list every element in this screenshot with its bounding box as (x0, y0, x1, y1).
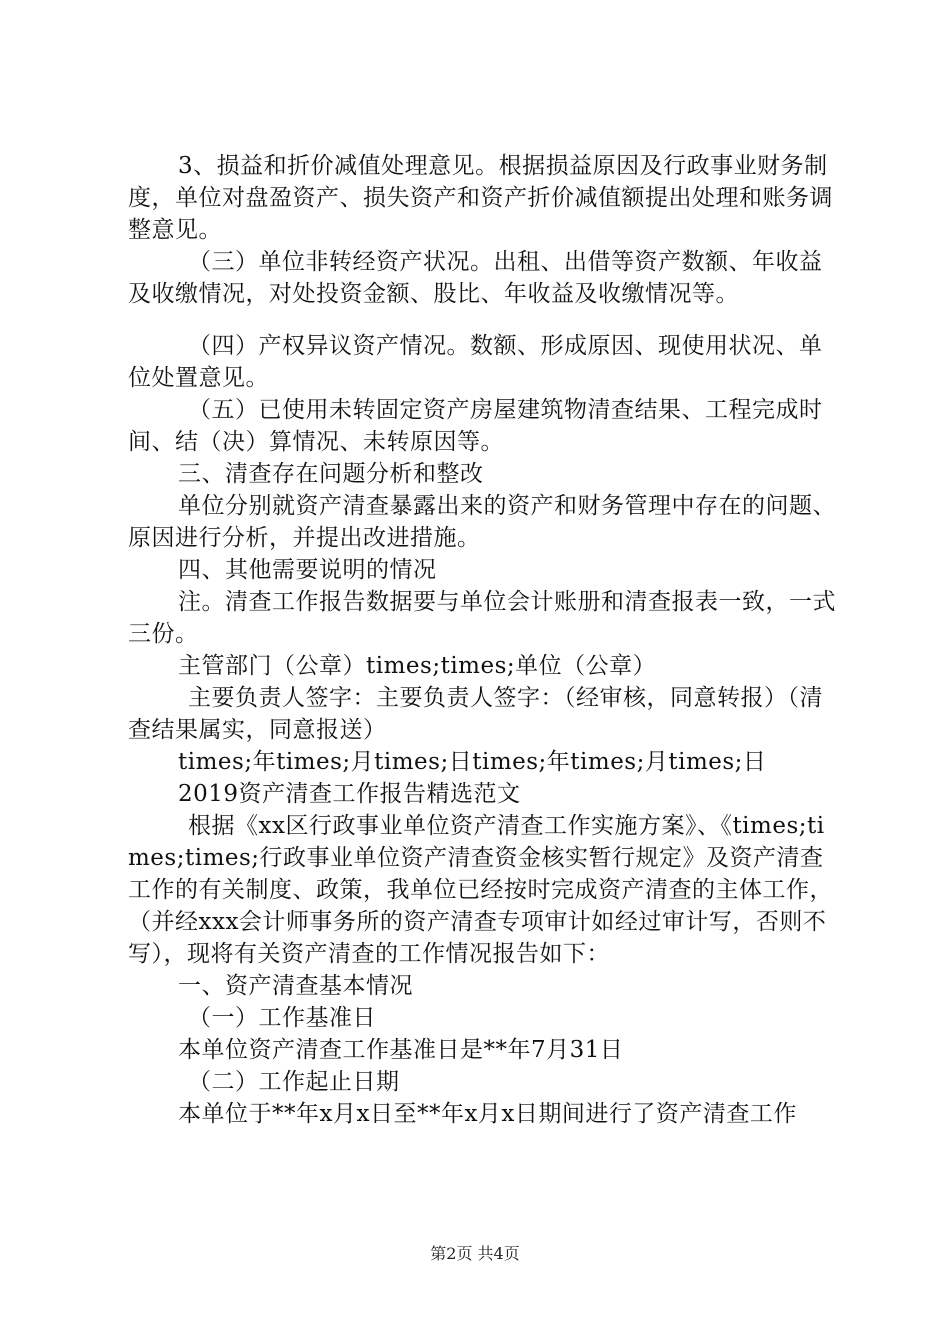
paragraph-base-date: 本单位资产清查工作基准日是**年7月31日 (178, 1037, 624, 1063)
paragraph-date-line: times;年times;月times;日times;年times;月times;日 (178, 749, 767, 775)
paragraph-gap (128, 310, 838, 330)
subheading-base-date: （一）工作基准日 (188, 1005, 376, 1031)
paragraph-note: 注。清查工作报告数据要与单位会计账册和清查报表一致，一式三份。 (128, 589, 836, 647)
paragraph-problem-analysis: 单位分别就资产清查暴露出来的资产和财务管理中存在的问题、原因进行分析，并提出改进措施。 (128, 493, 836, 551)
paragraph-unconverted-fixed-assets: （五）已使用未转固定资产房屋建筑物清查结果、工程完成时间、结（决）算情况、未转原因等。 (128, 397, 823, 455)
paragraph-intro: 根据《xx区行政事业单位资产清查工作实施方案》、《times;times;times;行政事业单位资产清查资金核实暂行规定》及资产清查工作的有关制度、政策，我单位已经按时完成资产清查的主体工作，（并经xxx会计师事务所的资产清查专项审计如经过审计写，否则不写），现将有关资产清查的工作情况报告如下： (128, 813, 833, 967)
paragraph-seal-line: 主管部门（公章）times;times;单位（公章） (178, 653, 657, 679)
section-heading-basic-info: 一、资产清查基本情况 (178, 973, 413, 999)
paragraph-loss-handling: 3、损益和折价减值处理意见。根据损益原因及行政事业财务制度，单位对盘盈资产、损失资产和资产折价减值额提出处理和账务调整意见。 (128, 153, 833, 243)
paragraph-signature-line: 主要负责人签字：主要负责人签字：（经审核，同意转报）（清查结果属实，同意报送） (128, 685, 823, 743)
section-heading-problems: 三、清查存在问题分析和整改 (178, 461, 484, 487)
document-subtitle: 2019资产清查工作报告精选范文 (178, 781, 521, 807)
paragraph-disputed-assets: （四）产权异议资产情况。数额、形成原因、现使用状况、单位处置意见。 (128, 333, 823, 391)
section-heading-other: 四、其他需要说明的情况 (178, 557, 437, 583)
subheading-work-period: （二）工作起止日期 (188, 1069, 400, 1095)
paragraph-work-period: 本单位于**年x月x日至**年x月x日期间进行了资产清查工作 (178, 1101, 797, 1127)
document-body (128, 150, 838, 1130)
page-number-footer: 第2页 共4页 (430, 1244, 520, 1263)
paragraph-non-operating-assets: （三）单位非转经资产状况。出租、出借等资产数额、年收益及收缴情况，对处投资金额、股比、年收益及收缴情况等。 (128, 249, 823, 307)
